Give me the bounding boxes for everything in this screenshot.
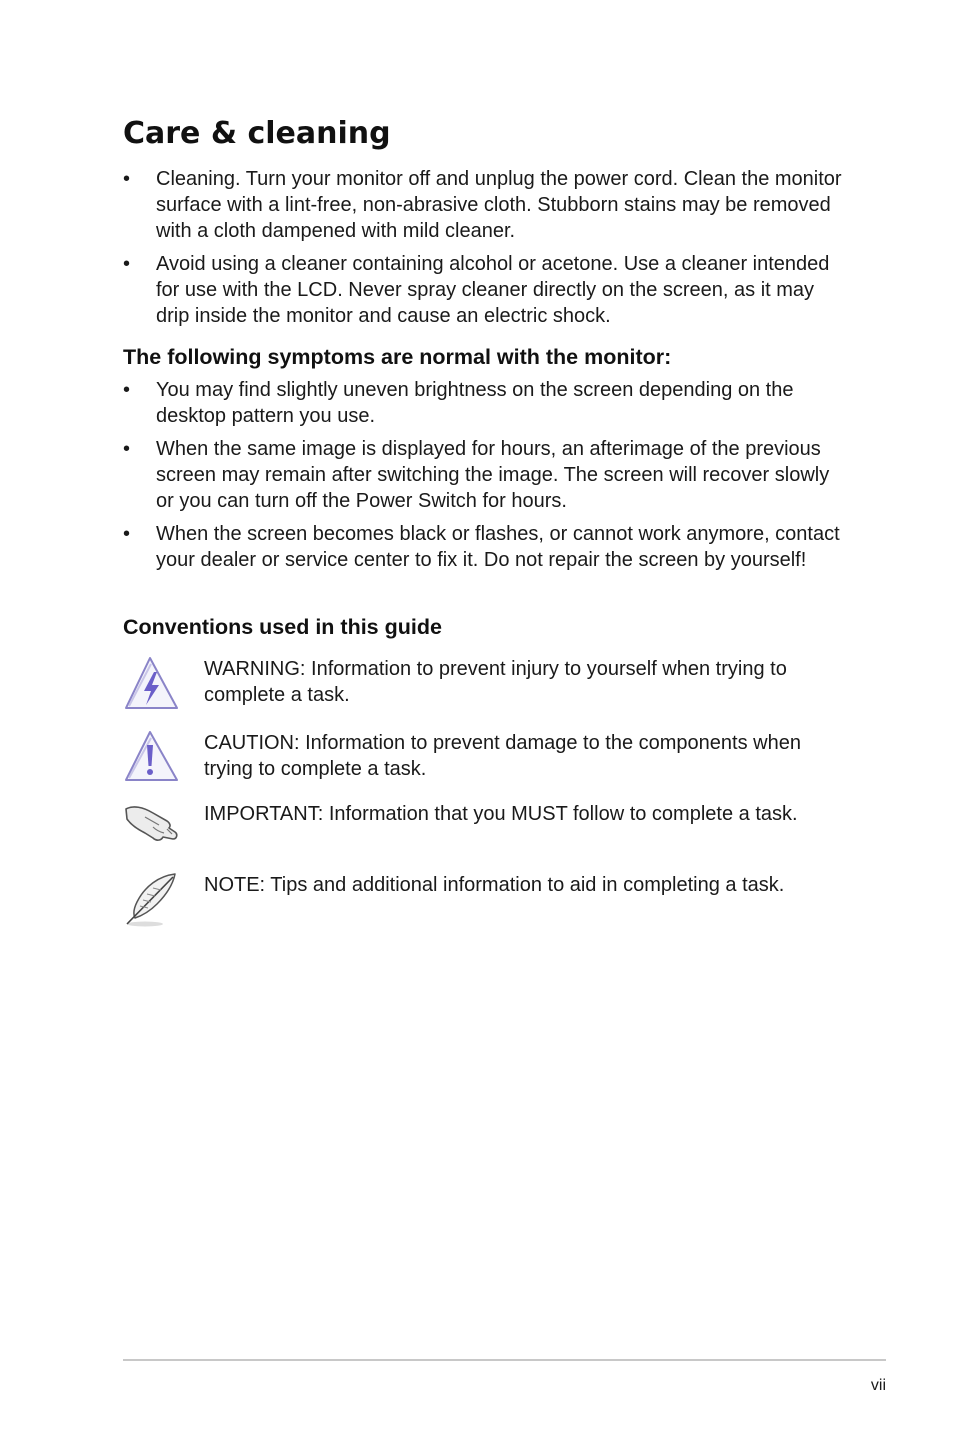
list-item: [123, 377, 843, 429]
page-title: Care & cleaning: [123, 116, 391, 151]
convention-text: CAUTION: Information to prevent damage to the components when trying to complete a task.: [204, 732, 801, 780]
convention-text: WARNING: Information to prevent injury to yourself when trying to complete a task.: [204, 658, 787, 706]
bullet-marker: •: [123, 438, 131, 460]
convention-text: IMPORTANT: Information that you MUST follow to complete a task.: [204, 803, 798, 825]
conventions-heading: Conventions used in this guide: [123, 615, 442, 639]
page-number: vii: [870, 1377, 886, 1394]
bullet-text: When the screen becomes black or flashes, or cannot work anymore, contact your dealer or service center to fix it. Do not repair the screen by yourself!: [156, 523, 840, 571]
list-item: [123, 436, 843, 514]
list-item: [123, 166, 843, 244]
list-item: [123, 521, 843, 573]
warning-lightning-icon: [123, 656, 179, 712]
note-feather-icon: [123, 872, 179, 928]
bullet-marker: •: [123, 523, 131, 545]
important-hand-icon: [123, 801, 179, 857]
care-bullet-list: [123, 166, 843, 336]
symptoms-bullet-list: [123, 377, 843, 580]
list-item: [123, 251, 843, 329]
convention-text: NOTE: Tips and additional information to aid in completing a task.: [204, 874, 785, 896]
bullet-text: Avoid using a cleaner containing alcohol or acetone. Use a cleaner intended for use with the LCD. Never spray cleaner directly on the screen, as it may drip inside the monitor and cause an electric shock.: [156, 253, 830, 327]
bullet-text: Cleaning. Turn your monitor off and unplug the power cord. Clean the monitor surface with a lint-free, non-abrasive cloth. Stubborn stains may be removed with a cloth dampened with mild cleaner.: [156, 168, 842, 242]
caution-exclamation-icon: [123, 730, 179, 786]
bullet-marker: •: [123, 253, 131, 275]
footer-divider: [123, 1359, 886, 1361]
bullet-marker: •: [123, 168, 131, 190]
bullet-marker: •: [123, 379, 131, 401]
symptoms-heading: The following symptoms are normal with the monitor:: [123, 345, 672, 369]
bullet-text: You may find slightly uneven brightness on the screen depending on the desktop pattern you use.: [156, 379, 794, 427]
bullet-text: When the same image is displayed for hours, an afterimage of the previous screen may remain after switching the image. The screen will recover slowly or you can turn off the Power Switch for hours.: [156, 438, 830, 512]
